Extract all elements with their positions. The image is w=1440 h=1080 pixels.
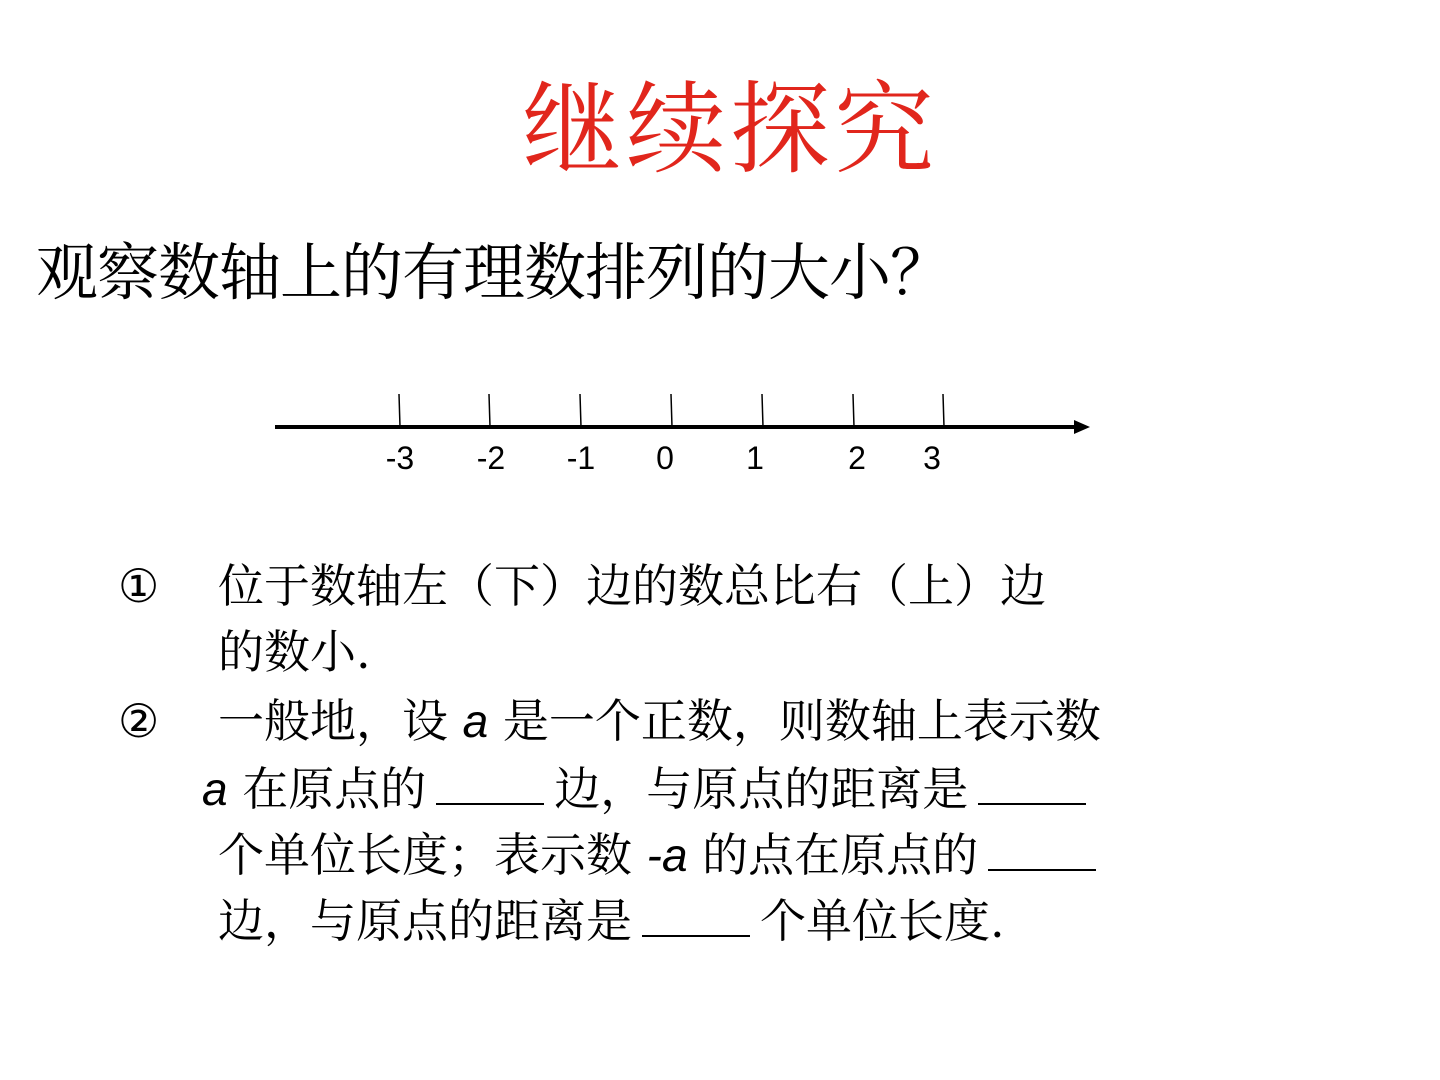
item-2-text: 个单位长度. — [760, 894, 1005, 948]
slide-title: 继续探究 — [522, 71, 938, 188]
variable-a: a — [462, 695, 489, 747]
answer-blank-4 — [642, 891, 750, 937]
number-line-label: 1 — [746, 440, 764, 476]
answer-blank-1 — [436, 759, 544, 805]
number-line-tick — [853, 394, 854, 427]
item-2-line-1 — [218, 688, 1101, 754]
item-2-line-3 — [218, 822, 1106, 888]
answer-blank-3 — [988, 825, 1096, 871]
variable-a: a — [202, 763, 228, 815]
item-1-line-1: 位于数轴左（下）边的数总比右（上）边 — [218, 559, 1046, 613]
number-line-label: -1 — [566, 440, 596, 476]
number-line-label: 0 — [656, 440, 674, 476]
answer-blank-2 — [978, 759, 1086, 805]
number-line-labels — [386, 440, 941, 476]
item-2-line-4 — [218, 888, 1005, 954]
number-line-label: -2 — [476, 440, 506, 476]
number-line-tick — [489, 394, 490, 427]
number-line-tick — [762, 394, 763, 427]
item-2-text: 在原点的 — [227, 762, 427, 816]
item-1-line-2: 的数小. — [218, 625, 371, 679]
item-2-text: 边，与原点的距离是 — [554, 762, 969, 816]
number-line-tick — [943, 394, 944, 427]
item-2-line-2 — [202, 756, 1096, 822]
variable-neg-a: -a — [646, 829, 688, 881]
item-2-text: 边，与原点的距离是 — [218, 894, 632, 948]
arrow-head-icon — [1074, 420, 1090, 434]
item-1-marker: ① — [118, 559, 160, 613]
item-2-text: 是一个正数，则数轴上表示数 — [488, 694, 1101, 748]
item-2-marker: ② — [118, 694, 160, 748]
number-line-label: 3 — [923, 440, 941, 476]
item-2-text: 一般地，设 — [218, 694, 463, 748]
number-line-ticks — [399, 394, 944, 427]
item-2-text: 的点在原点的 — [687, 828, 979, 882]
item-2-text: 个单位长度；表示数 — [218, 828, 647, 882]
number-line-label: -3 — [385, 440, 415, 476]
number-line-tick — [580, 394, 581, 427]
number-line-label: 2 — [848, 440, 866, 476]
slide-subtitle: 观察数轴上的有理数排列的大小？ — [36, 236, 952, 309]
number-line-tick — [671, 394, 672, 427]
number-line-tick — [399, 394, 400, 427]
